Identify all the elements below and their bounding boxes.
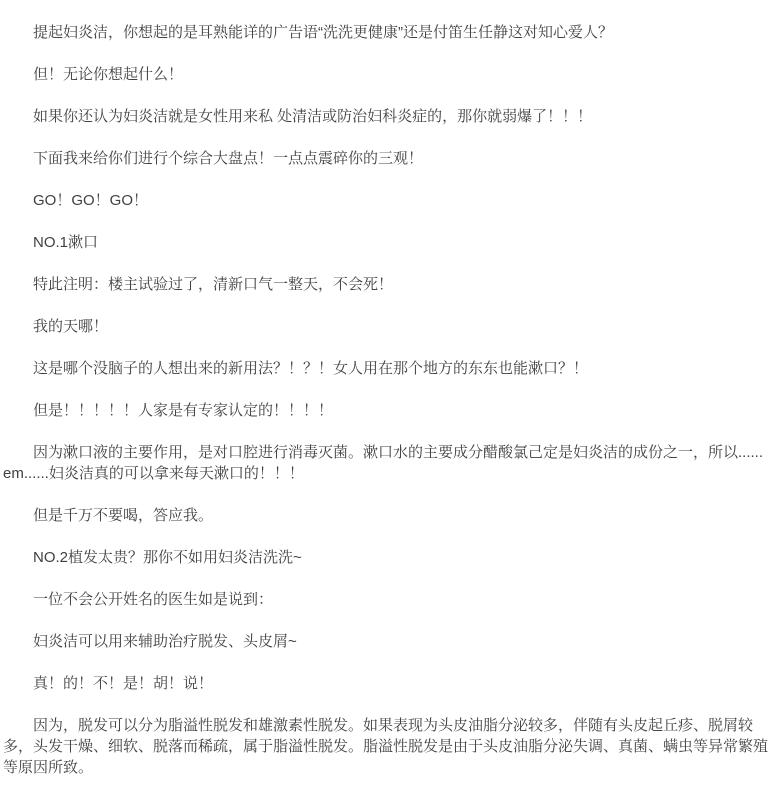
paragraph: 特此注明：楼主试验过了，清新口气一整天，不会死！ <box>33 276 394 293</box>
paragraph: 但是！！！！！人家是有专家认定的！！！！ <box>33 402 334 419</box>
paragraph: 因为漱口液的主要作用，是对口腔进行消毒灭菌。漱口水的主要成分醋酸氯己定是妇炎洁的成份之一，所以......em......妇炎洁真的可以拿来每天漱口的！！！ <box>3 444 764 482</box>
paragraph: 因为，脱发可以分为脂溢性脱发和雄激素性脱发。如果表现为头皮油脂分泌较多，伴随有头皮起丘疹、脱屑较多，头发干燥、细软、脱落而稀疏，属于脂溢性脱发。脂溢性脱发是由于头皮油脂分泌失调、真菌、螨虫等异常繁殖等原因所致。 <box>3 717 769 776</box>
paragraph: 但！无论你想起什么！ <box>33 66 184 83</box>
paragraph: 但是千万不要喝，答应我。 <box>33 507 214 524</box>
paragraph: 真！的！不！是！胡！说！ <box>33 675 214 692</box>
paragraph: NO.1漱口 <box>33 234 99 251</box>
paragraph: 如果你还认为妇炎洁就是女性用来私 处清洁或防治妇科炎症的，那你就弱爆了！！！ <box>33 108 593 125</box>
paragraph: 下面我来给你们进行个综合大盘点！一点点震碎你的三观！ <box>33 150 424 167</box>
paragraph: 这是哪个没脑子的人想出来的新用法？！？！女人用在那个地方的东东也能漱口？！ <box>33 360 589 377</box>
paragraph: 提起妇炎洁，你想起的是耳熟能详的广告语“洗洗更健康”还是付笛生任静这对知心爱人？ <box>33 24 613 41</box>
paragraph: 一位不会公开姓名的医生如是说到： <box>33 591 274 608</box>
paragraph: GO！GO！GO！ <box>33 192 149 209</box>
paragraph: 妇炎洁可以用来辅助治疗脱发、头皮屑~ <box>33 633 297 650</box>
article-body <box>3 22 769 778</box>
paragraph: 我的天哪！ <box>33 318 109 335</box>
paragraph: NO.2植发太贵？那你不如用妇炎洁洗洗~ <box>33 549 302 566</box>
